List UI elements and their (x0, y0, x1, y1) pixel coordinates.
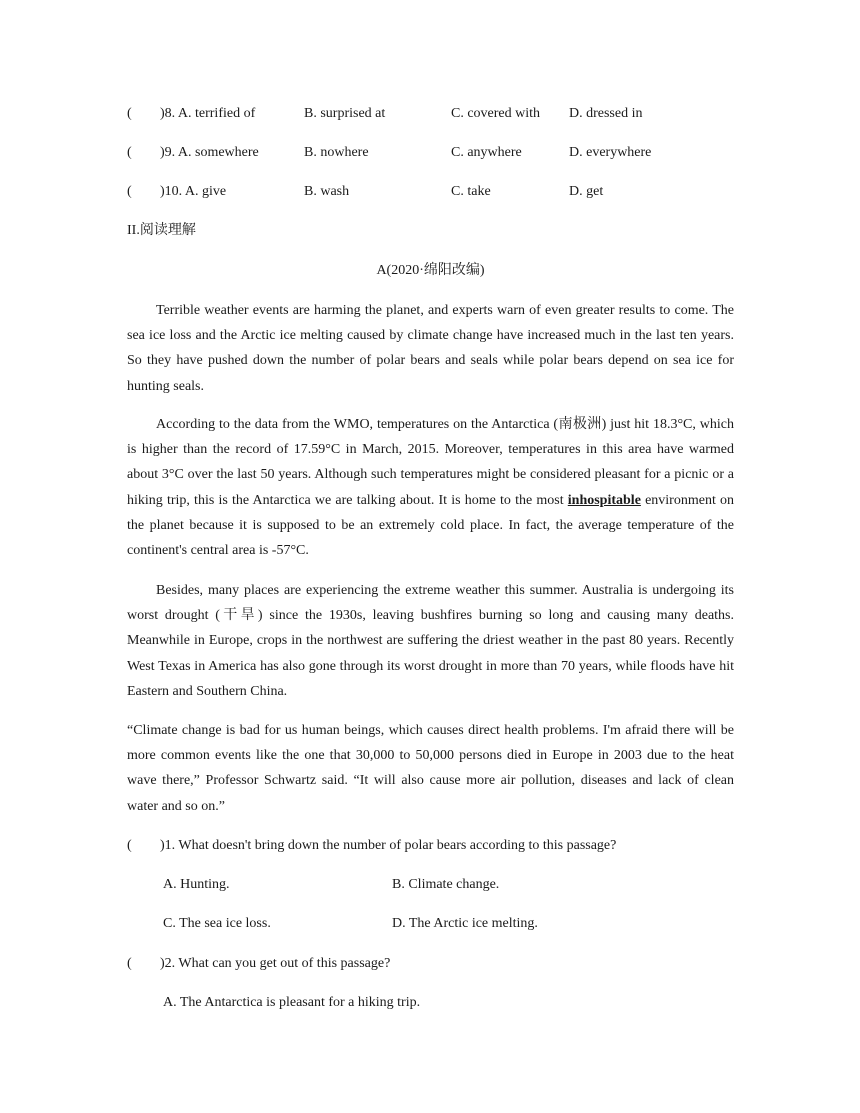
option-c: C. covered with (451, 106, 541, 121)
option-b: B. surprised at (304, 106, 386, 121)
cloze-question-8 (127, 105, 747, 123)
question-stem: )2. What can you get out of this passage? (160, 956, 391, 971)
answer-paren: ( (127, 838, 132, 853)
question-1-option-b: B. Climate change. (392, 877, 500, 892)
answer-paren: ( (127, 184, 132, 199)
question-stem: )1. What doesn't bring down the number of polar bears according to this passage? (160, 838, 617, 853)
question-1 (127, 837, 747, 855)
cloze-question-10 (127, 183, 747, 201)
paragraph-text: According to the data from the WMO, temperatures on the Antarctica (南极洲) just hit 18.3°C, which is higher than the record of 17.59°C in March, 2015. Moreover, temperatures in this area have warmed about 3°C over the last 50 years. Although such temperatures might be considered pleasant for a picnic or a hiking trip, this is the Antarctica we are talking about. It is home to the most (127, 417, 734, 508)
answer-paren: ( (127, 106, 132, 121)
option-a: )10. A. give (160, 184, 227, 199)
section-heading: II.阅读理解 (127, 223, 196, 238)
option-c: C. take (451, 184, 491, 199)
option-d: D. get (569, 184, 604, 199)
passage-paragraph-1: Terrible weather events are harming the planet, and experts warn of even greater results to come. The sea ice loss and the Arctic ice melting caused by climate change have increased much in the last ten years. So they have pushed down the number of polar bears and seals while polar bears depend on sea ice for hunting seals. (127, 303, 734, 394)
passage-paragraph-2 (127, 412, 734, 563)
question-1-option-a: A. Hunting. (163, 877, 230, 892)
passage-paragraph-4: “Climate change is bad for us human beings, which causes direct health problems. I'm afraid there will be more common events like the one that 30,000 to 50,000 persons died in Europe in 2003 due to the heat wave there,” Professor Schwartz said. “It will also cause more air pollution, diseases and lack of clean water and so on.” (127, 723, 734, 814)
answer-paren: ( (127, 956, 132, 971)
option-d: D. dressed in (569, 106, 643, 121)
passage-paragraph-3: Besides, many places are experiencing the extreme weather this summer. Australia is undergoing its worst drought (干旱) since the 1930s, leaving bushfires burning so long and causing many deaths. Meanwhile in Europe, crops in the northwest are suffering the driest weather in the past 80 years. Recently West Texas in America has also gone through its worst drought in more than 70 years, while floods have hit Eastern and Southern China. (127, 583, 734, 699)
option-b: B. wash (304, 184, 350, 199)
question-1-option-d: D. The Arctic ice melting. (392, 916, 538, 931)
answer-paren: ( (127, 145, 132, 160)
question-1-option-c: C. The sea ice loss. (163, 916, 271, 931)
option-b: B. nowhere (304, 145, 369, 160)
option-d: D. everywhere (569, 145, 652, 160)
passage-title: A(2020·绵阳改编) (376, 263, 485, 278)
cloze-question-9 (127, 144, 747, 162)
option-a: )9. A. somewhere (160, 145, 259, 160)
paragraph-text: environment on the planet because it is supposed to be an extremely cold place. In fact, the average temperature of the continent's central area is -57°C. (127, 492, 735, 559)
question-2-option-a: A. The Antarctica is pleasant for a hiking trip. (163, 995, 421, 1010)
option-c: C. anywhere (451, 145, 522, 160)
option-a: )8. A. terrified of (160, 106, 256, 121)
keyword-inhospitable: inhospitable (567, 492, 641, 508)
question-2 (127, 955, 747, 973)
